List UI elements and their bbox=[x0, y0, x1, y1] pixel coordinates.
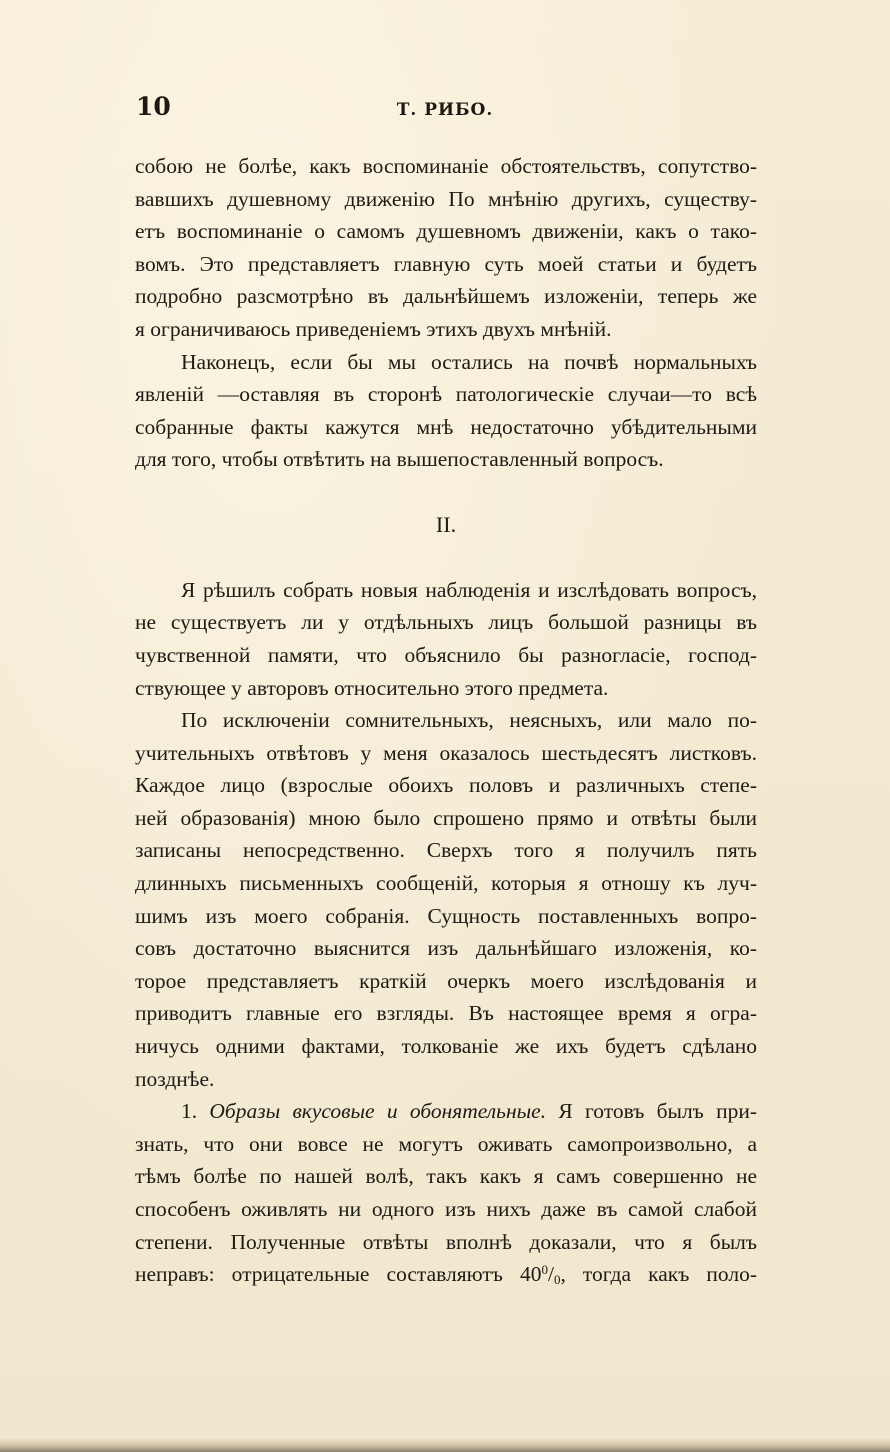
section-gap bbox=[135, 476, 757, 509]
text-line: ствующее у авторовъ относительно этого предмета. bbox=[135, 675, 609, 700]
text-line: ничусь одними фактами, толкованіе же ихъ будетъ сдѣлано bbox=[135, 1034, 757, 1059]
text-line: вомъ. Это представляетъ главную суть моей статьи и будетъ bbox=[135, 251, 757, 276]
text-line: собою не болѣе, какъ воспоминаніе обстоятельствъ, сопутство- bbox=[135, 154, 757, 178]
running-head: Т. РИБО. bbox=[396, 100, 494, 120]
paragraph bbox=[135, 150, 757, 346]
page-bottom-edge bbox=[0, 1438, 890, 1452]
text-line: ней образованія) мною было спрошено прямо и отвѣты были bbox=[135, 805, 757, 830]
text-line: приводитъ главные его взгляды. Въ настоящее время я огра- bbox=[135, 1001, 757, 1026]
section-gap bbox=[135, 541, 757, 574]
text-line: для того, чтобы отвѣтить на вышепоставленный вопросъ. bbox=[135, 447, 664, 472]
text-line: не существуетъ ли у отдѣльныхъ лицъ большой разницы въ bbox=[135, 610, 757, 635]
text-fragment: , тогда какъ поло- bbox=[560, 1262, 757, 1287]
text-line: торое представляетъ краткій очеркъ моего изслѣдованія и bbox=[135, 968, 757, 993]
paragraph bbox=[135, 704, 757, 1095]
page-number: 10 bbox=[136, 92, 171, 121]
item-number: 1. bbox=[181, 1099, 198, 1124]
text-line: тѣмъ болѣе по нашей волѣ, такъ какъ я самъ совершенно не bbox=[135, 1164, 757, 1189]
text-line: По исключеніи сомнительныхъ, неясныхъ, или мало по- bbox=[181, 708, 757, 733]
paragraph bbox=[135, 1095, 757, 1291]
text-line bbox=[135, 1095, 757, 1128]
section-heading: II. bbox=[435, 511, 457, 537]
text-line: Каждое лицо (взрослые обоихъ половъ и различныхъ степе- bbox=[135, 773, 757, 798]
percent-slash: / bbox=[547, 1262, 554, 1287]
percent-sub: 0 bbox=[553, 1272, 561, 1288]
text-line: учительныхъ отвѣтовъ у меня оказалось шестьдесятъ листковъ. bbox=[135, 740, 757, 765]
text-line: шимъ изъ моего собранія. Сущность поставленныхъ вопро- bbox=[135, 903, 757, 928]
text-line: я ограничиваюсь приведеніемъ этихъ двухъ мнѣній. bbox=[135, 316, 612, 341]
text-line: подробно разсмотрѣно въ дальнѣйшемъ изложеніи, теперь же bbox=[135, 284, 757, 309]
text-line: Наконецъ, если бы мы остались на почвѣ нормальныхъ bbox=[181, 349, 757, 374]
text-line: явленій —оставляя въ сторонѣ патологическіе случаи—то всѣ bbox=[135, 382, 757, 407]
text-line: етъ воспоминаніе о самомъ душевномъ движеніи, какъ о тако- bbox=[135, 219, 757, 244]
text-line: совъ достаточно выяснится изъ дальнѣйшаго изложенія, ко- bbox=[135, 936, 757, 961]
text-line: записаны непосредственно. Сверхъ того я получилъ пять bbox=[135, 838, 757, 863]
text-line: позднѣе. bbox=[135, 1066, 215, 1091]
text-fragment: неправъ: отрицательные составляютъ 40 bbox=[135, 1262, 542, 1287]
text-line bbox=[135, 1258, 757, 1291]
body-text bbox=[135, 150, 757, 1291]
italic-phrase: Образы вкусовые и обонятельные. bbox=[209, 1099, 547, 1124]
text-line: вавшихъ душевному движенію По мнѣнію другихъ, существу- bbox=[135, 186, 757, 211]
text-line: способенъ оживлять ни одного изъ нихъ даже въ самой слабой bbox=[135, 1197, 757, 1221]
text-line: собранные факты кажутся мнѣ недостаточно убѣдительными bbox=[135, 414, 757, 439]
page-header bbox=[0, 92, 890, 132]
percent-sup: 0 bbox=[541, 1262, 548, 1278]
text-fragment: Я готовъ былъ при- bbox=[558, 1099, 757, 1124]
text-line: Я рѣшилъ собрать новыя наблюденія и изслѣдовать вопросъ, bbox=[181, 577, 757, 602]
text-line: знать, что они вовсе не могутъ оживать самопроизвольно, а bbox=[135, 1131, 757, 1156]
text-line: чувственной памяти, что объяснило бы разногласіе, господ- bbox=[135, 642, 757, 667]
text-line: степени. Полученные отвѣты вполнѣ доказали, что я былъ bbox=[135, 1229, 757, 1254]
paragraph bbox=[135, 346, 757, 476]
paragraph bbox=[135, 574, 757, 704]
text-line: длинныхъ письменныхъ сообщеній, которыя я отношу къ луч- bbox=[135, 871, 757, 896]
